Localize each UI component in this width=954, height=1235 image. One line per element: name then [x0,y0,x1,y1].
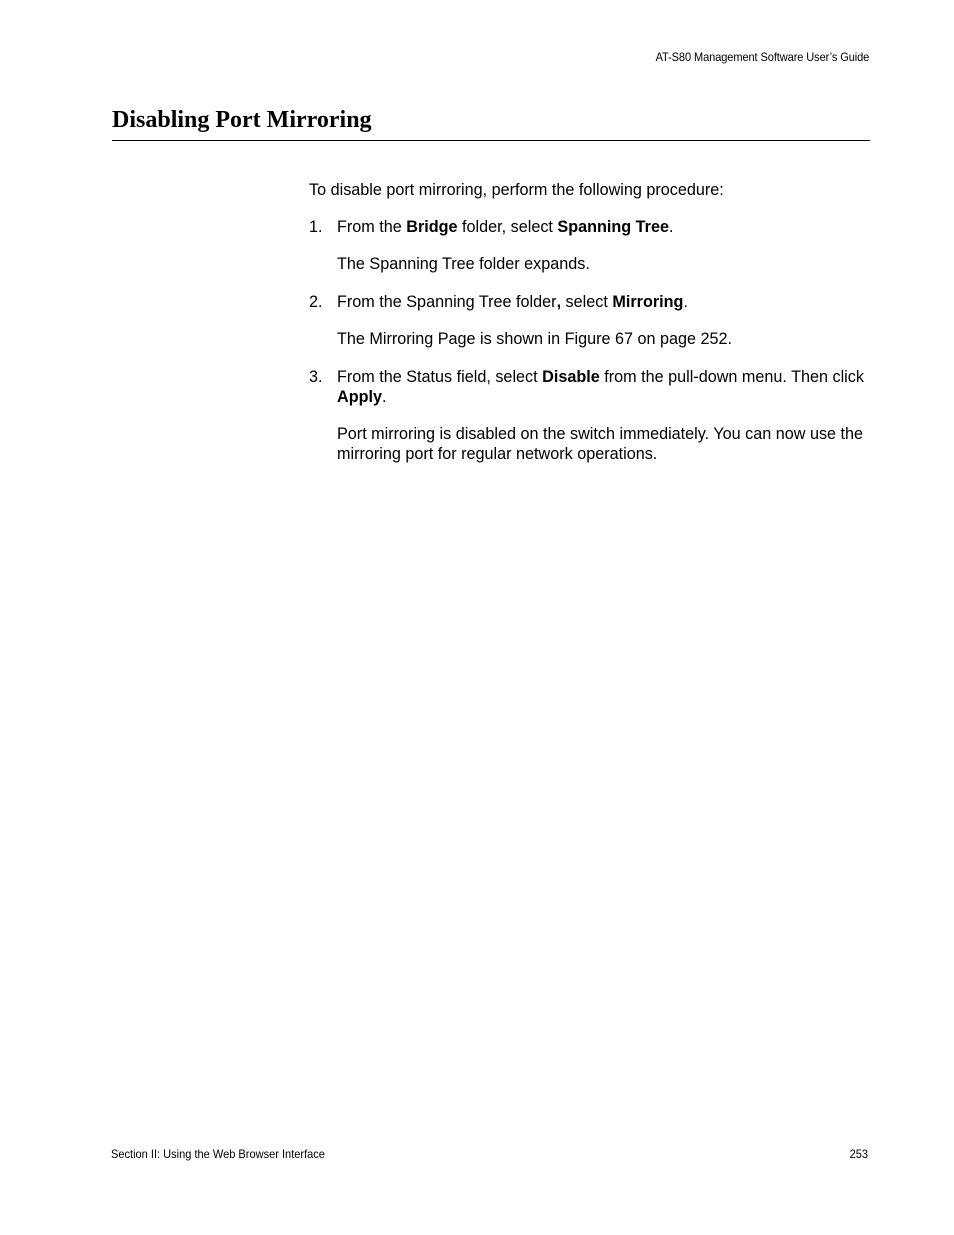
step-bold-term: Disable [542,368,600,386]
step-text: . [381,388,387,406]
section-title: Disabling Port Mirroring [112,107,372,133]
footer-section-label: Section II: Using the Web Browser Interface [111,1147,325,1161]
step-1-result: The Spanning Tree folder expands. [337,255,590,273]
step-bold-term: Spanning Tree [557,218,669,236]
step-text: From the [337,218,407,236]
intro-paragraph: To disable port mirroring, perform the following procedure: [309,181,724,199]
step-number: 2. [309,293,323,311]
step-2 [309,292,871,312]
step-3-result: Port mirroring is disabled on the switch immediately. You can now use the mirroring port for regular network operations. [337,425,864,463]
step-3 [309,367,871,407]
step-text: From the Status field, select [337,368,543,386]
running-header: AT-S80 Management Software User’s Guide [655,50,869,64]
step-text: . [683,293,688,311]
footer-page-number: 253 [849,1147,868,1161]
step-bold-term: Mirroring [612,293,684,311]
step-text: folder, select [457,218,558,236]
step-text: select [561,293,613,311]
step-text: from the pull-down menu. Then click [599,368,864,386]
step-bold-term: , [556,293,562,311]
step-text: . [668,218,674,236]
step-number: 1. [309,218,323,236]
step-number: 3. [309,368,323,386]
title-rule [112,140,870,141]
step-bold-term: Apply [337,388,382,406]
step-1 [309,217,871,237]
step-text: From the Spanning Tree folder [337,293,557,311]
step-bold-term: Bridge [406,218,458,236]
body-content [309,180,871,482]
step-2-result: The Mirroring Page is shown in Figure 67 on page 252. [337,330,733,348]
